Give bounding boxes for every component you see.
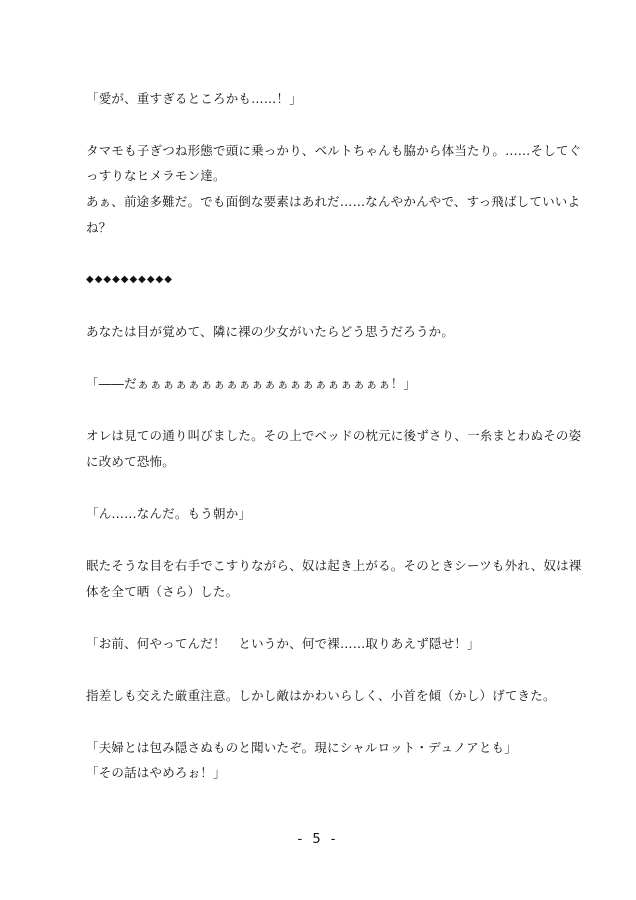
dialogue-line: 「愛が、重すぎるところかも……！」 bbox=[86, 91, 302, 106]
dialogue-line: 「その話はやめろぉ！」 bbox=[86, 765, 226, 780]
narration-line: ね？ bbox=[86, 220, 112, 235]
narration-line: オレは見ての通り叫びました。その上でベッドの枕元に後ずさり、一糸まとわぬその姿 bbox=[86, 428, 582, 443]
narration-line: あぁ、前途多難だ。でも面倒な要素はあれだ……なんやかんやで、すっ飛ばしていいよ bbox=[86, 194, 581, 209]
dialogue-line: 「――だぁぁぁぁぁぁぁぁぁぁぁぁぁぁぁぁぁぁぁぁ！」 bbox=[86, 376, 417, 391]
narration-line: タマモも子ぎつね形態で頭に乗っかり、ベルトちゃんも脇から体当たり。……そしてぐ bbox=[86, 143, 582, 158]
dialogue-line: 「ん……なんだ。もう朝か」 bbox=[86, 506, 252, 521]
scene-divider: ◆◆◆◆◆◆◆◆◆◆ bbox=[86, 274, 173, 285]
narration-line: あなたは目が覚めて、隣に裸の少女がいたらどう思うだろうか。 bbox=[86, 324, 455, 339]
narration-line: 体を全て晒（さら）した。 bbox=[86, 584, 239, 599]
narration-line: 眠たそうな目を右手でこすりながら、奴は起き上がる。そのときシーツも外れ、奴は裸 bbox=[86, 558, 582, 573]
page-number: - 5 - bbox=[297, 832, 339, 847]
narration-line: 指差しも交えた厳重注意。しかし敵はかわいらしく、小首を傾（かし）げてきた。 bbox=[86, 688, 556, 703]
dialogue-line: 「お前、何やってんだ！ というか、何で裸……取りあえず隠せ！」 bbox=[86, 636, 480, 651]
dialogue-line: 「夫婦とは包み隠さぬものと聞いたぞ。現にシャルロット・デュノアとも」 bbox=[86, 740, 517, 755]
narration-line: に改めて恐怖。 bbox=[86, 454, 175, 469]
narration-line: っすりなヒメラモン達。 bbox=[86, 168, 226, 183]
